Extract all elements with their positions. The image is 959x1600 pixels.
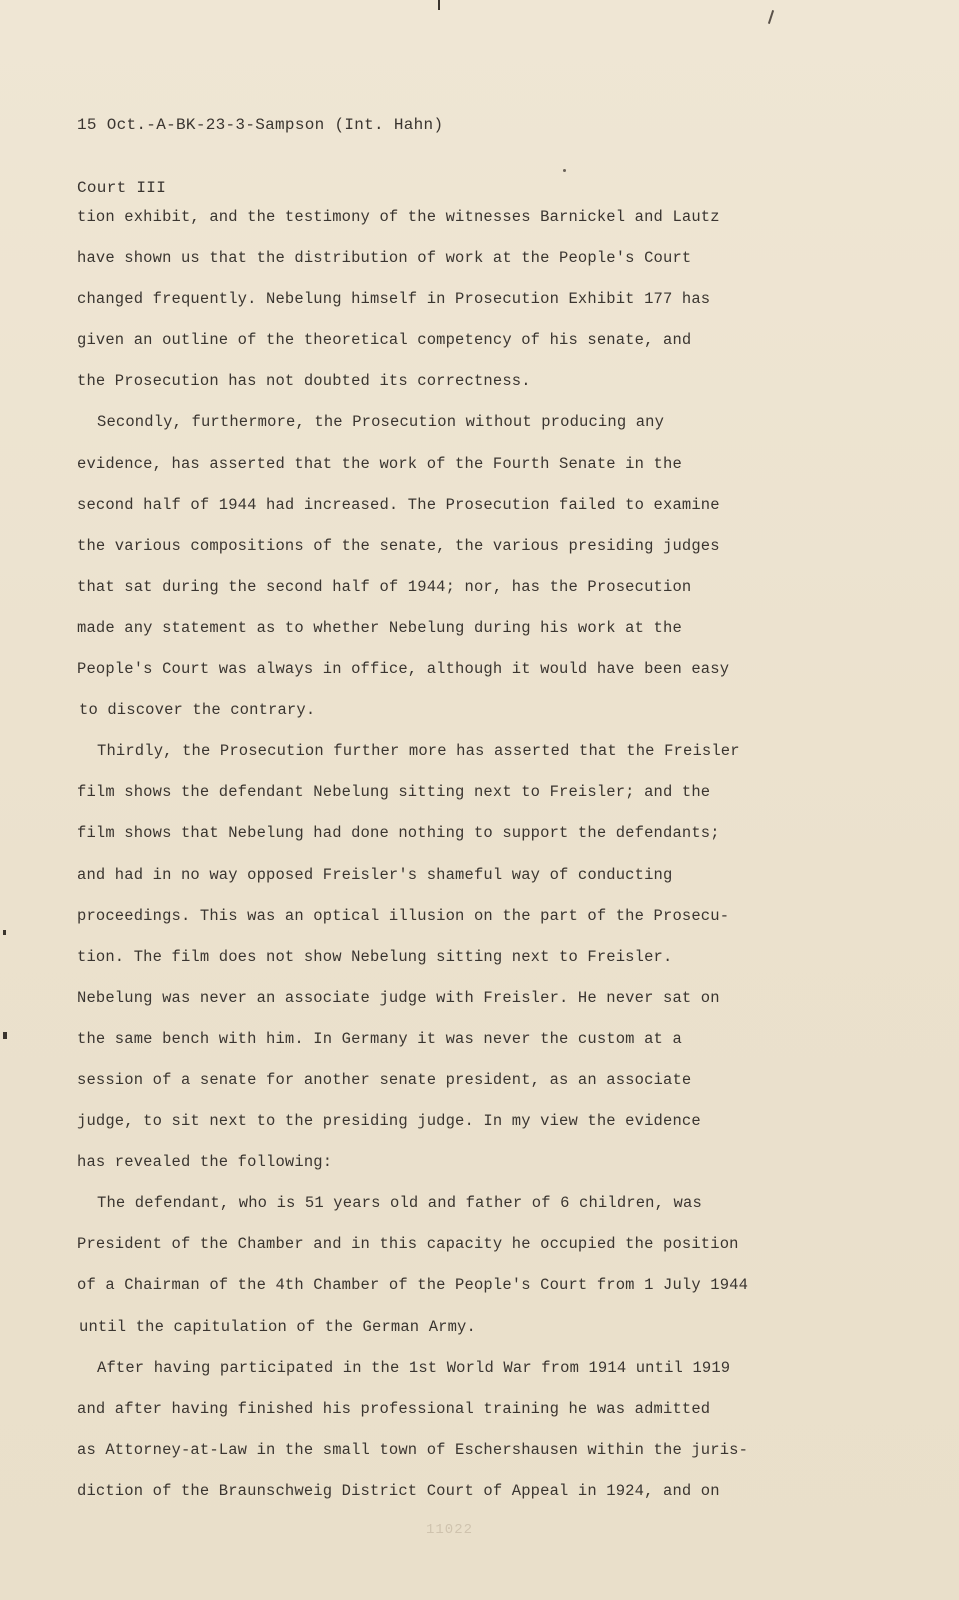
text-line: the same bench with him. In Germany it was never the custom at a <box>77 1029 682 1048</box>
text-line: as Attorney-at-Law in the small town of Eschershausen within the juris- <box>77 1440 749 1459</box>
text-line: has revealed the following: <box>77 1153 333 1172</box>
ink-speck <box>563 169 566 172</box>
edge-mark <box>768 10 774 24</box>
text-line: to discover the contrary. <box>79 701 316 720</box>
text-line: Nebelung was never an associate judge with Freisler. He never sat on <box>77 988 720 1007</box>
text-line: session of a senate for another senate president, as an associate <box>77 1070 692 1089</box>
text-line: evidence, has asserted that the work of the Fourth Senate in the <box>77 454 682 473</box>
text-line: until the capitulation of the German Army. <box>79 1317 476 1336</box>
edge-mark <box>3 930 6 935</box>
text-line: made any statement as to whether Nebelung during his work at the <box>77 618 682 637</box>
text-line: judge, to sit next to the presiding judge. In my view the evidence <box>77 1112 701 1131</box>
text-line: and after having finished his professional training he was admitted <box>77 1399 711 1418</box>
text-line: Secondly, furthermore, the Prosecution without producing any <box>97 413 665 432</box>
text-line: People's Court was always in office, although it would have been easy <box>77 660 730 679</box>
text-line: Thirdly, the Prosecution further more has asserted that the Freisler <box>97 742 740 761</box>
text-line: film shows that Nebelung had done nothing to support the defendants; <box>77 824 720 843</box>
text-line: and had in no way opposed Freisler's shameful way of conducting <box>77 865 673 884</box>
text-line: tion. The film does not show Nebelung sitting next to Freisler. <box>77 947 673 966</box>
header-court-line: Court III <box>77 179 167 197</box>
text-line: proceedings. This was an optical illusion on the part of the Prosecu- <box>77 906 730 925</box>
text-line: given an outline of the theoretical competency of his senate, and <box>77 331 692 350</box>
text-line: changed frequently. Nebelung himself in Prosecution Exhibit 177 has <box>77 290 711 309</box>
transcript-body <box>77 197 937 1512</box>
edge-mark <box>3 1032 7 1039</box>
text-line: that sat during the second half of 1944; nor, has the Prosecution <box>77 577 692 596</box>
text-line: President of the Chamber and in this capacity he occupied the position <box>77 1235 739 1254</box>
header-session-line: 15 Oct.-A-BK-23-3-Sampson (Int. Hahn) <box>77 116 444 134</box>
text-line: After having participated in the 1st World War from 1914 until 1919 <box>97 1358 731 1377</box>
page-number: 11022 <box>426 1522 474 1538</box>
text-line: The defendant, who is 51 years old and father of 6 children, was <box>97 1194 702 1213</box>
text-line: the Prosecution has not doubted its correctness. <box>77 372 531 391</box>
text-line: diction of the Braunschweig District Court of Appeal in 1924, and on <box>77 1481 720 1500</box>
text-line: have shown us that the distribution of work at the People's Court <box>77 249 692 268</box>
text-line: tion exhibit, and the testimony of the witnesses Barnickel and Lautz <box>77 208 720 226</box>
text-line: film shows the defendant Nebelung sitting next to Freisler; and the <box>77 783 711 802</box>
text-line: the various compositions of the senate, the various presiding judges <box>77 536 720 555</box>
text-line: of a Chairman of the 4th Chamber of the People's Court from 1 July 1944 <box>77 1276 749 1295</box>
text-line: second half of 1944 had increased. The Prosecution failed to examine <box>77 495 720 514</box>
edge-mark <box>438 0 440 10</box>
